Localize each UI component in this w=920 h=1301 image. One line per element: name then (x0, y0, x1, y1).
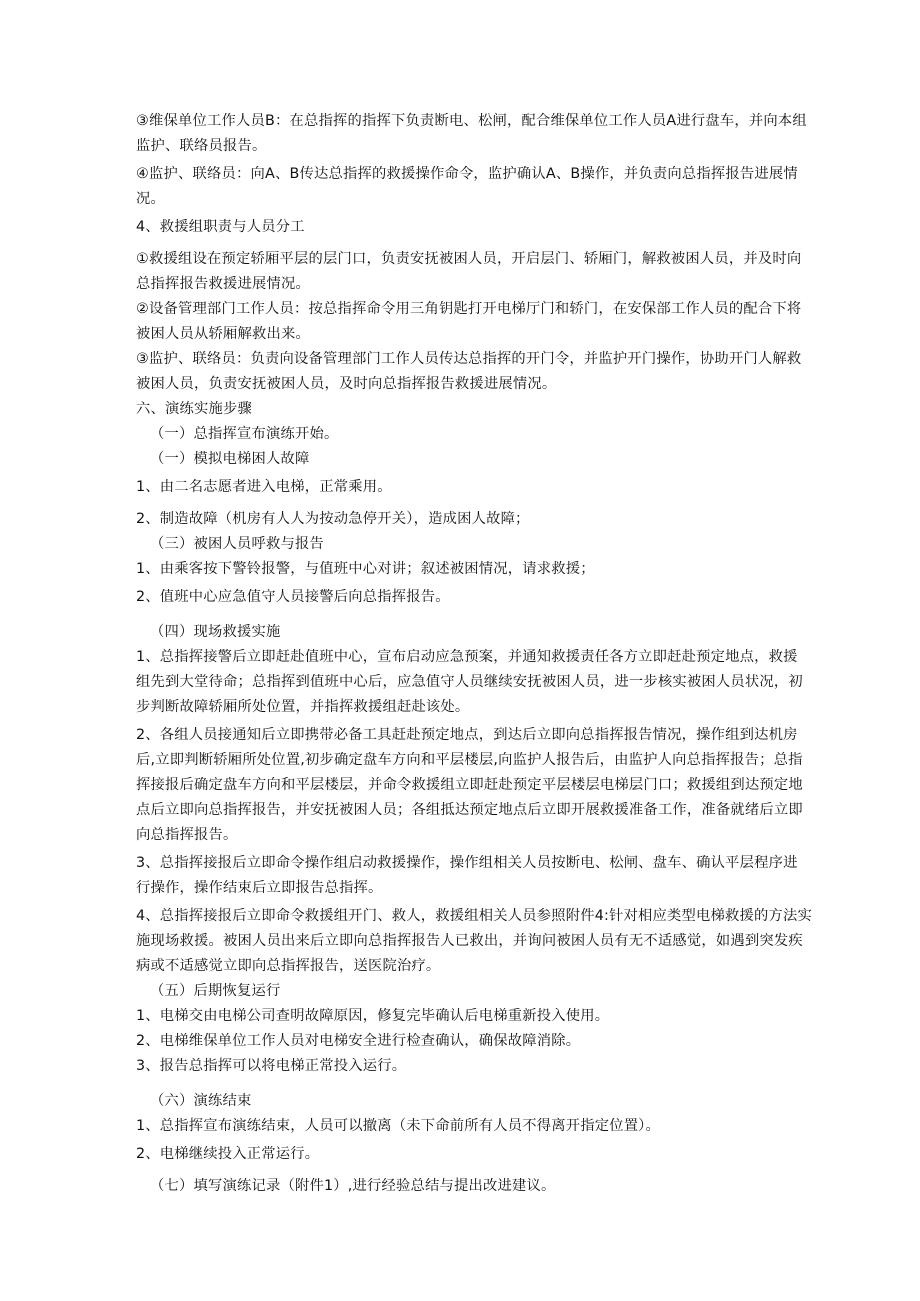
list-item-commander-response: 1、总指挥接警后立即赶赴值班中心，宣布启动应急预案，并通知救援责任各方立即赶赴预定地点，救援组先到大堂待命；总指挥到值班中心后，应急值守人员继续安抚被困人员，进一步核实被困人员状况，初步判断故障轿厢所处位置，并指挥救援组赶赴该处。 (136, 649, 803, 715)
subheading-simulate-fault: （一）模拟电梯困人故障 (150, 451, 310, 467)
subheading-drill-end: （六）演练结束 (150, 1093, 252, 1109)
paragraph-rescue-monitor: ③监护、联络员：负责向设备管理部门工作人员传达总指挥的开门令，并监护开门操作，协助开门人解救被困人员，负责安抚被困人员，及时向总指挥报告救援进展情况。 (136, 351, 802, 392)
list-item-open-door-rescue: 4、总指挥接报后立即命令救援组开门、救人，救援组相关人员参照附件4:针对相应类型电梯救援的方法实施现场救援。被困人员出来后立即向总指挥报告人已救出，并询问被困人员有无不适感觉，如遇到突发疾病或不适感觉立即向总指挥报告，送医院治疗。 (136, 908, 812, 974)
paragraph-monitor-liaison: ④监护、联络员：向A、B传达总指挥的救援操作命令，监护确认A、B操作，并负责向总指挥报告进展情况。 (136, 166, 798, 207)
subheading-onsite-rescue: （四）现场救援实施 (150, 624, 281, 640)
section-heading-rescue-group: 4、救援组职责与人员分工 (136, 219, 305, 235)
list-item-announce-end: 1、总指挥宣布演练结束，人员可以撤离（未下命前所有人员不得离开指定位置）。 (136, 1118, 661, 1134)
list-item-operation-start: 3、总指挥接报后立即命令操作组启动救援操作，操作组相关人员按断电、松闸、盘车、确认平层程序进行操作，操作结束后立即报告总指挥。 (136, 855, 798, 896)
list-item-fault-investigation: 1、电梯交由电梯公司查明故障原因，修复完毕确认后电梯重新投入使用。 (136, 1008, 610, 1024)
section-heading-drill-steps: 六、演练实施步骤 (136, 401, 252, 417)
subheading-recovery: （五）后期恢复运行 (150, 983, 281, 999)
list-item-volunteers: 1、由二名志愿者进入电梯，正常乘用。 (136, 479, 392, 495)
subheading-drill-start: （一）总指挥宣布演练开始。 (150, 426, 339, 442)
list-item-teams-arrive: 2、各组人员接通知后立即携带必备工具赶赴预定地点，到达后立即向总指挥报告情况，操作组到达机房后,立即判断轿厢所处位置,初步确定盘车方向和平层楼层,向监护人报告后，由监护人向总指挥报告；总指挥接报后确定盘车方向和平层楼层，并命令救援组立即赶赴预定平层楼层电梯层门口；救援组到达预定地点后立即向总指挥报告，并安抚被困人员；各组抵达预定地点后立即开展救援准备工作，准备就绪后立即向总指挥报告。 (136, 727, 803, 843)
paragraph-maintenance-worker-b: ③维保单位工作人员B：在总指挥的指挥下负责断电、松闸，配合维保单位工作人员A进行盘车，并向本组监护、联络员报告。 (136, 113, 807, 154)
list-item-resume-operation: 3、报告总指挥可以将电梯正常投入运行。 (136, 1058, 407, 1074)
list-item-duty-report: 2、值班中心应急值守人员接警后向总指挥报告。 (136, 589, 450, 605)
list-item-create-fault: 2、制造故障（机房有人人为按动急停开关），造成困人故障； (136, 511, 530, 527)
paragraph-equipment-dept: ②设备管理部门工作人员：按总指挥命令用三角钥匙打开电梯厅门和轿门，在安保部工作人员的配合下将被困人员从轿厢解救出来。 (136, 301, 802, 342)
subheading-drill-record: （七）填写演练记录（附件1）,进行经验总结与提出改进建议。 (150, 1178, 556, 1194)
list-item-continue-operation: 2、电梯继续投入正常运行。 (136, 1146, 320, 1162)
subheading-call-for-help: （三）被困人员呼救与报告 (150, 536, 324, 552)
paragraph-rescue-group-location: ①救援组设在预定轿厢平层的层门口，负责安抚被困人员，开启层门、轿厢门，解救被困人员，并及时向总指挥报告救援进展情况。 (136, 251, 802, 292)
list-item-alarm: 1、由乘客按下警铃报警，与值班中心对讲；叙述被困情况，请求救援； (136, 561, 595, 577)
list-item-safety-check: 2、电梯维保单位工作人员对电梯安全进行检查确认，确保故障消除。 (136, 1033, 581, 1049)
document-body (136, 109, 812, 1199)
